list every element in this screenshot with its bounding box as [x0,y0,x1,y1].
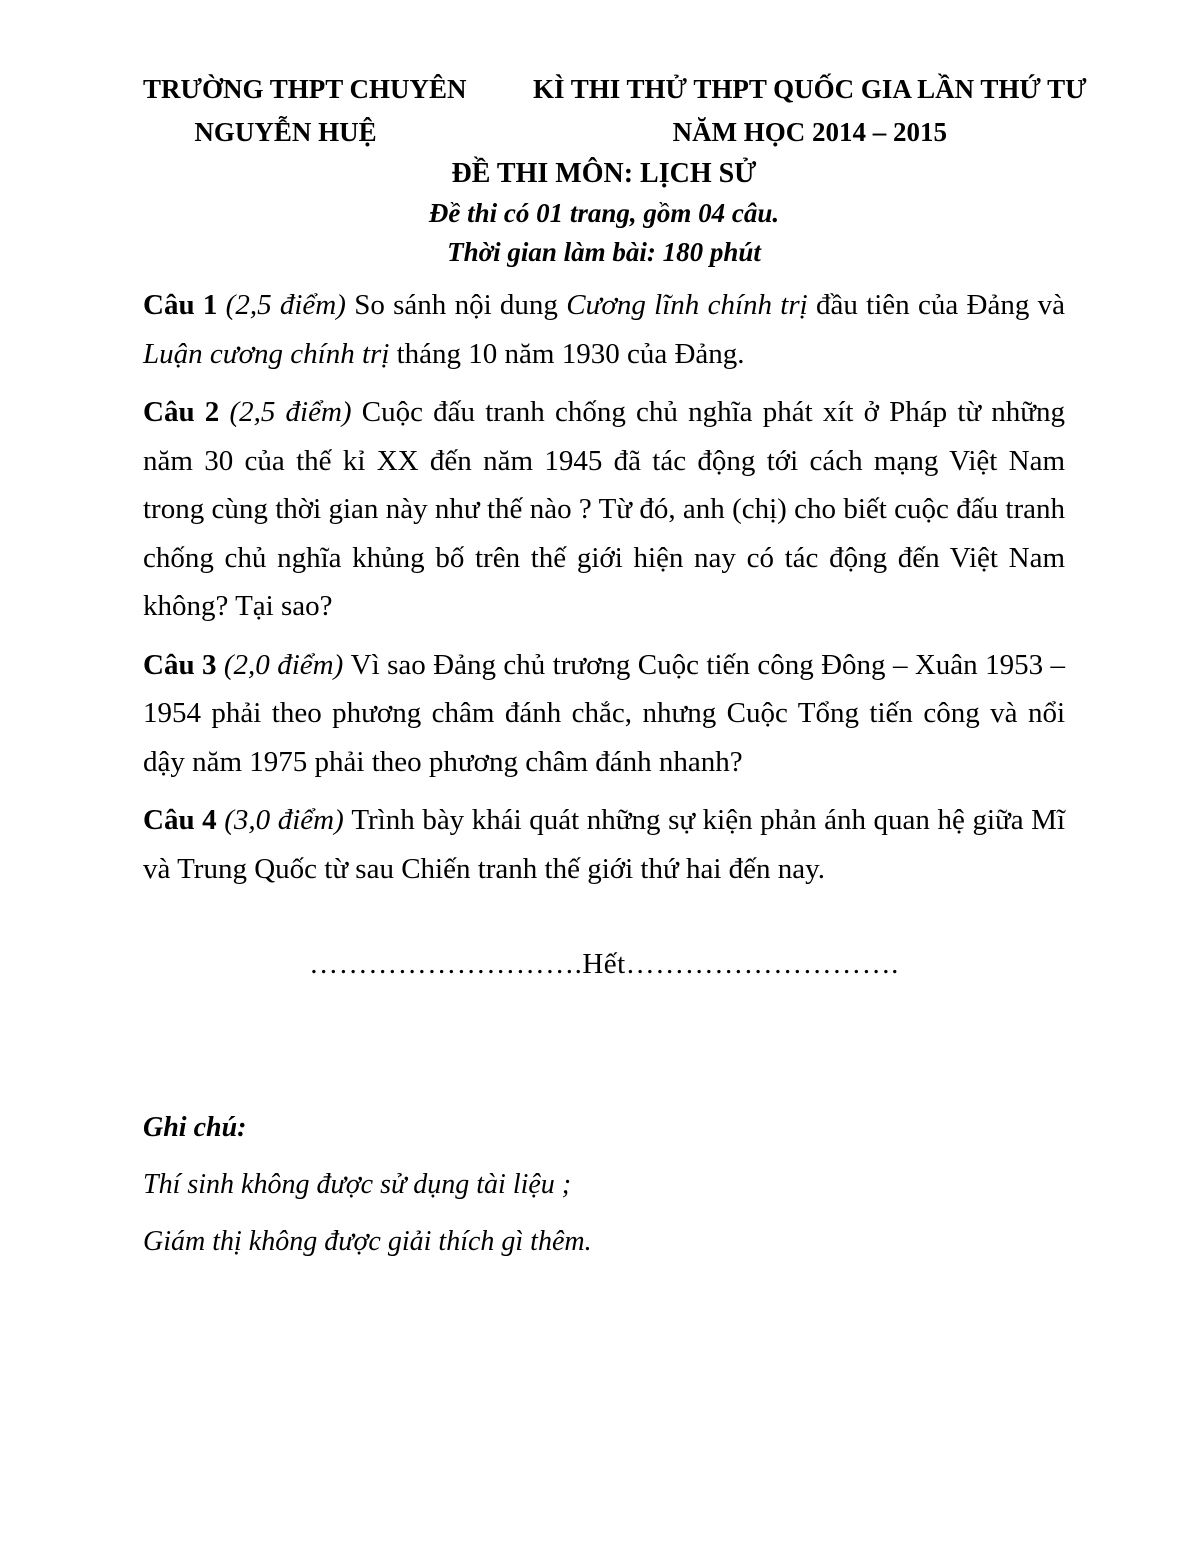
question-1-label: Câu 1 [143,289,218,321]
question-2-text: Cuộc đấu tranh chống chủ nghĩa phát xít ở Pháp từ những năm 30 của thế kỉ XX đến năm 1945 đã tác động tới cách mạng Việt Nam trong cùng thời gian này như thế nào ? Từ đó, anh (chị) cho biết cuộc đấu tranh chống chủ nghĩa khủng bố trên thế giới hiện nay có tác động đến Việt Nam không? Tại sao? [143,396,1066,622]
end-separator: ……………………….Hết………………………. [309,948,899,980]
questions-section [143,281,1065,893]
note-line-2: Giám thị không được giải thích gì thêm. [143,1226,592,1257]
notes-section [143,1099,1065,1270]
subject-title: ĐỀ THI MÔN: LỊCH SỬ [451,158,757,189]
note-line-1: Thí sinh không được sử dụng tài liệu ; [143,1169,572,1200]
question-4 [143,796,1065,893]
question-3-label: Câu 3 [143,648,217,681]
school-name-line2: NGUYỄN HUỆ [194,117,377,147]
question-2-points: (2,5 điểm) [219,396,362,428]
notes-title: Ghi chú: [143,1112,247,1143]
question-1-points: (2,5 điểm) [217,289,355,321]
exam-title-line1: KÌ THI THỬ THPT QUỐC GIA LẦN THỨ TƯ [533,74,1087,104]
question-4-points: (3,0 điểm) [216,804,352,836]
question-4-label: Câu 4 [143,804,217,836]
question-2 [143,388,1065,631]
question-2-label: Câu 2 [143,396,220,428]
exam-title-line2: NĂM HỌC 2014 – 2015 [672,117,948,147]
question-1-text-2: đầu tiên của Đảng và [807,289,1065,321]
school-name-block [143,68,467,154]
question-1 [143,281,1065,378]
school-name-line1: TRƯỜNG THPT CHUYÊN [143,74,467,104]
question-3-points: (2,0 điểm) [216,648,351,681]
question-1-italic-term-2: Luận cương chính trị [143,337,390,370]
question-1-italic-term-1: Cương lĩnh chính trị [566,289,808,321]
question-4-text: Trình bày khái quát những sự kiện phản ánh quan hệ giữa Mĩ và Trung Quốc từ sau Chiến tranh thế giới thứ hai đến nay. [143,804,1066,885]
question-3-text: Vì sao Đảng chủ trương Cuộc tiến công Đông – Xuân 1953 – 1954 phải theo phương châm đánh chắc, nhưng Cuộc Tổng tiến công và nổi dậy năm 1975 phải theo phương châm đánh nhanh? [143,648,1065,778]
question-1-text: So sánh nội dung [354,289,567,321]
document-header [143,68,1087,154]
question-3 [143,641,1065,787]
exam-duration-line: Thời gian làm bài: 180 phút [447,237,761,267]
exam-page-count-line: Đề thi có 01 trang, gồm 04 câu. [428,198,780,228]
exam-title-block [533,68,1087,154]
question-1-text-3: tháng 10 năm 1930 của Đảng. [389,337,745,370]
